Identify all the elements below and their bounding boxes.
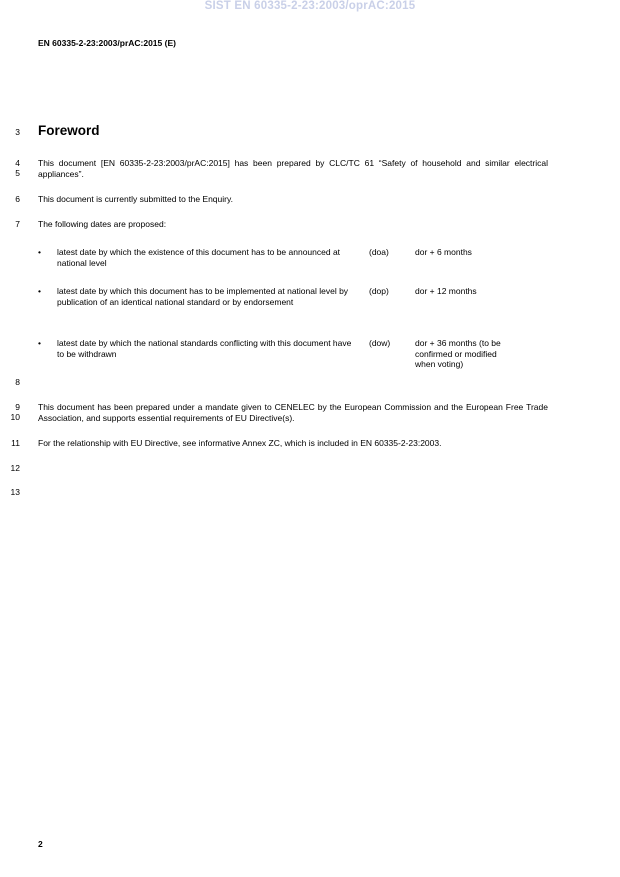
foreword-heading: Foreword — [38, 123, 100, 138]
date-description: latest date by which this document has to be implemented at national level by publication of an identical national standard or by endorsement — [57, 286, 349, 307]
line-number: 5 — [15, 168, 20, 178]
date-code: (dop) — [369, 286, 389, 296]
line-number: 11 — [11, 438, 20, 448]
paragraph-preparation: This document [EN 60335-2-23:2003/prAC:2015] has been prepared by CLC/TC 61 “Safety of household and similar electrical appliances”. — [38, 158, 548, 179]
date-description: latest date by which the existence of this document has to be announced at national level — [57, 247, 341, 268]
bullet-marker: • — [38, 247, 41, 257]
line-number: 6 — [15, 194, 20, 204]
paragraph-eu-directive: For the relationship with EU Directive, see informative Annex ZC, which is included in EN 60335-2-23:2003. — [38, 438, 442, 448]
line-number: 4 — [15, 158, 20, 168]
watermark: SIST EN 60335-2-23:2003/oprAC:2015 — [204, 0, 416, 12]
date-value: dor + 12 months — [415, 286, 477, 296]
date-value: dor + 36 months (to be confirmed or modified when voting) — [415, 338, 501, 369]
page-number: 2 — [38, 839, 43, 849]
line-number: 10 — [10, 412, 20, 422]
bullet-marker: • — [38, 338, 41, 348]
paragraph-enquiry: This document is currently submitted to the Enquiry. — [38, 194, 233, 204]
date-description: latest date by which the national standards conflicting with this document have to be withdrawn — [57, 338, 352, 359]
date-code: (doa) — [369, 247, 389, 257]
date-value: dor + 6 months — [415, 247, 472, 257]
date-code: (dow) — [369, 338, 391, 348]
paragraph-dates-intro: The following dates are proposed: — [38, 219, 167, 229]
paragraph-mandate: This document has been prepared under a mandate given to CENELEC by the European Commission and the European Free Trade Association, and supports essential requirements of EU Directive(s). — [38, 402, 548, 423]
line-number: 9 — [15, 402, 20, 412]
line-number: 7 — [15, 219, 20, 229]
line-number: 3 — [15, 127, 20, 137]
document-id-header: EN 60335-2-23:2003/prAC:2015 (E) — [38, 38, 176, 48]
line-number: 8 — [15, 377, 20, 387]
line-number: 13 — [10, 487, 20, 497]
bullet-marker: • — [38, 286, 41, 296]
line-number: 12 — [10, 463, 20, 473]
